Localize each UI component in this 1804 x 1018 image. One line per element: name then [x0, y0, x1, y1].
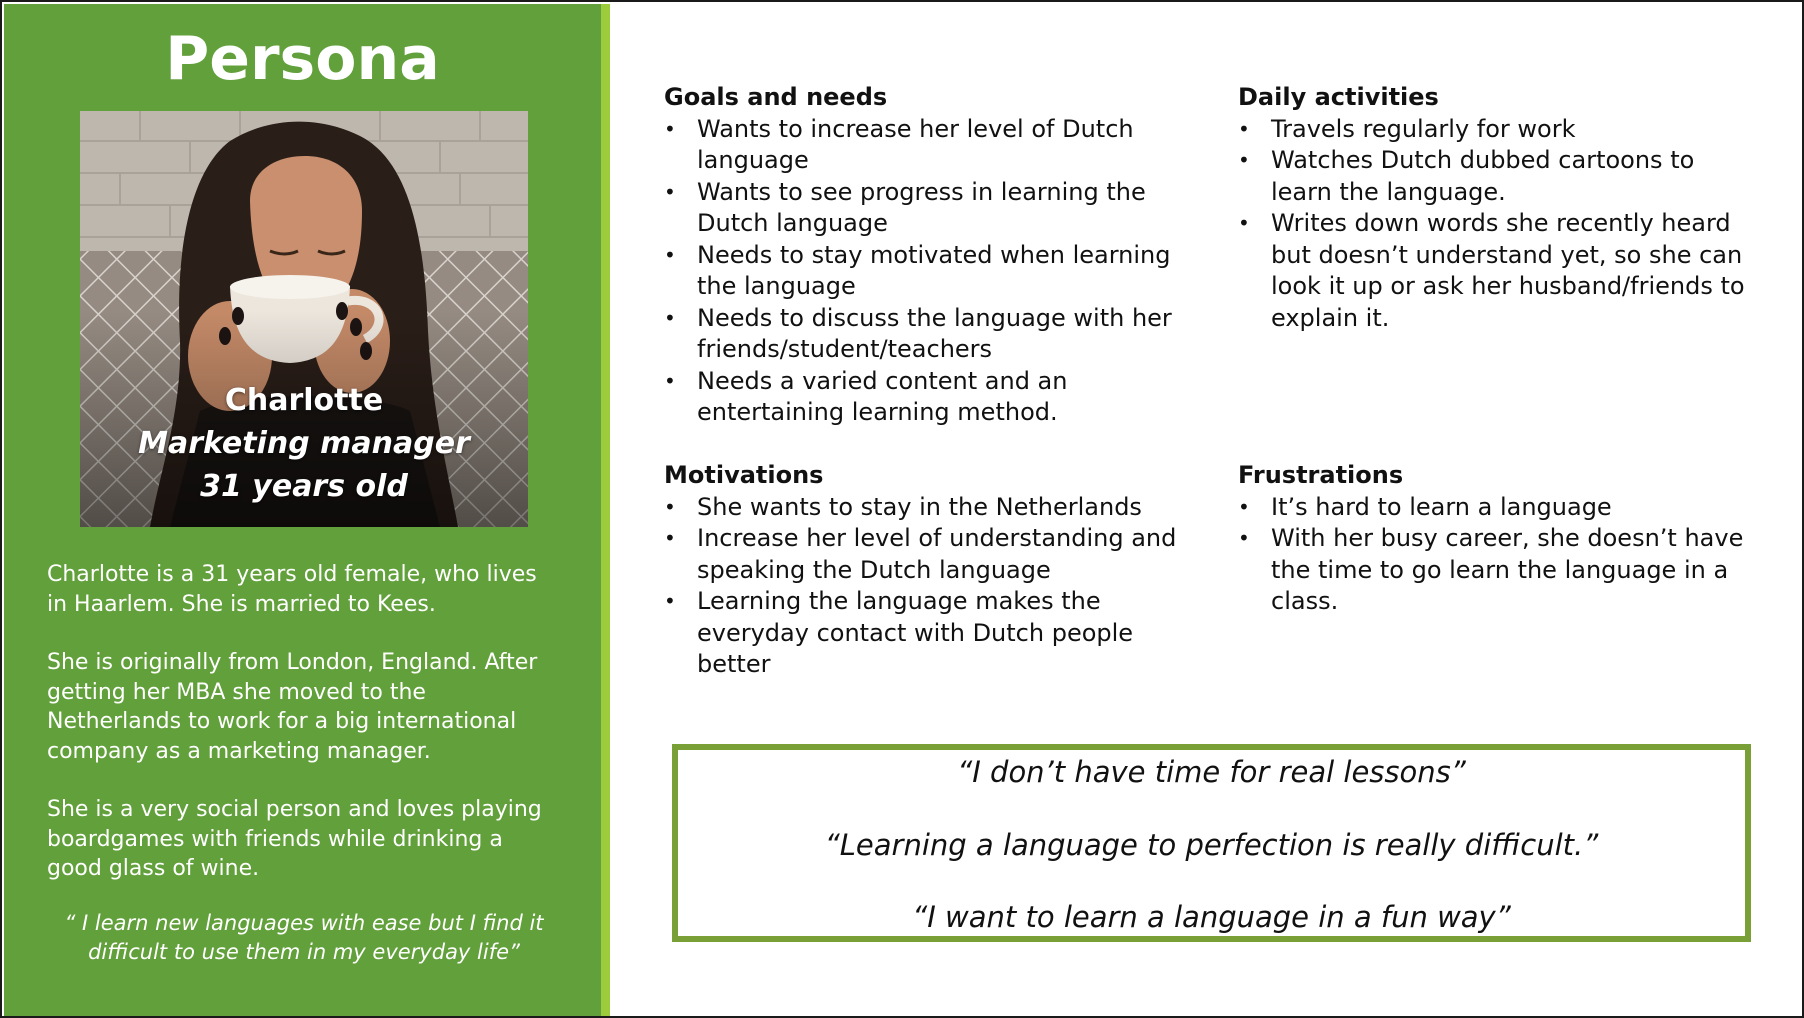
list-item: • Needs a varied content and an entertaining learning method.	[664, 366, 1184, 429]
goals-list	[664, 114, 1184, 429]
motivations-list	[664, 492, 1184, 681]
motivations-section	[664, 460, 1184, 681]
frustrations-list	[1238, 492, 1758, 618]
frustrations-section	[1238, 460, 1758, 618]
goals-heading: Goals and needs	[664, 83, 888, 111]
list-item: • Needs to stay motivated when learning the language	[664, 240, 1184, 303]
persona-panel	[4, 4, 601, 1016]
persona-age: 31 years old	[200, 469, 408, 504]
persona-name: Charlotte	[224, 383, 384, 418]
frustrations-heading: Frustrations	[1238, 461, 1404, 489]
quote-text: “I want to learn a language in a fun way”	[912, 900, 1511, 934]
quotes-box	[672, 744, 1751, 942]
persona-title: Persona	[165, 24, 440, 94]
list-item: • Travels regularly for work	[1238, 114, 1758, 146]
quote-text: “Learning a language to perfection is really difficult.”	[824, 828, 1599, 862]
list-item: • Needs to discuss the language with her friends/student/teachers	[664, 303, 1184, 366]
persona-bio	[47, 560, 562, 913]
quote-text: “I don’t have time for real lessons”	[957, 755, 1466, 789]
persona-quote: “ I learn new languages with ease but I find it difficult to use them in my everyday life”	[64, 911, 544, 964]
list-item: • Wants to see progress in learning the Dutch language	[664, 177, 1184, 240]
list-item: • Wants to increase her level of Dutch language	[664, 114, 1184, 177]
accent-divider	[601, 4, 610, 1016]
list-item: • Increase her level of understanding and speaking the Dutch language	[664, 523, 1184, 586]
daily-activities-section	[1238, 82, 1758, 334]
goals-section	[664, 82, 1184, 429]
daily-activities-heading: Daily activities	[1238, 83, 1439, 111]
list-item: • Learning the language makes the everyday contact with Dutch people better	[664, 586, 1184, 681]
persona-photo	[80, 111, 528, 527]
motivations-heading: Motivations	[664, 461, 824, 489]
list-item: • She wants to stay in the Netherlands	[664, 492, 1184, 524]
list-item: • It’s hard to learn a language	[1238, 492, 1758, 524]
bio-paragraph: She is a very social person and loves playing boardgames with friends while drinking a good glass of wine.	[47, 797, 542, 881]
daily-activities-list	[1238, 114, 1758, 335]
persona-role: Marketing manager	[138, 426, 470, 461]
list-item: • Watches Dutch dubbed cartoons to learn the language.	[1238, 145, 1758, 208]
list-item: • Writes down words she recently heard but doesn’t understand yet, so she can look it up or ask her husband/friends to explain it.	[1238, 208, 1758, 334]
bio-paragraph: Charlotte is a 31 years old female, who lives in Haarlem. She is married to Kees.	[47, 562, 537, 617]
list-item: • With her busy career, she doesn’t have the time to go learn the language in a class.	[1238, 523, 1758, 618]
bio-paragraph: She is originally from London, England. After getting her MBA she moved to the Netherlands to work for a big international company as a marketing manager.	[47, 650, 538, 764]
